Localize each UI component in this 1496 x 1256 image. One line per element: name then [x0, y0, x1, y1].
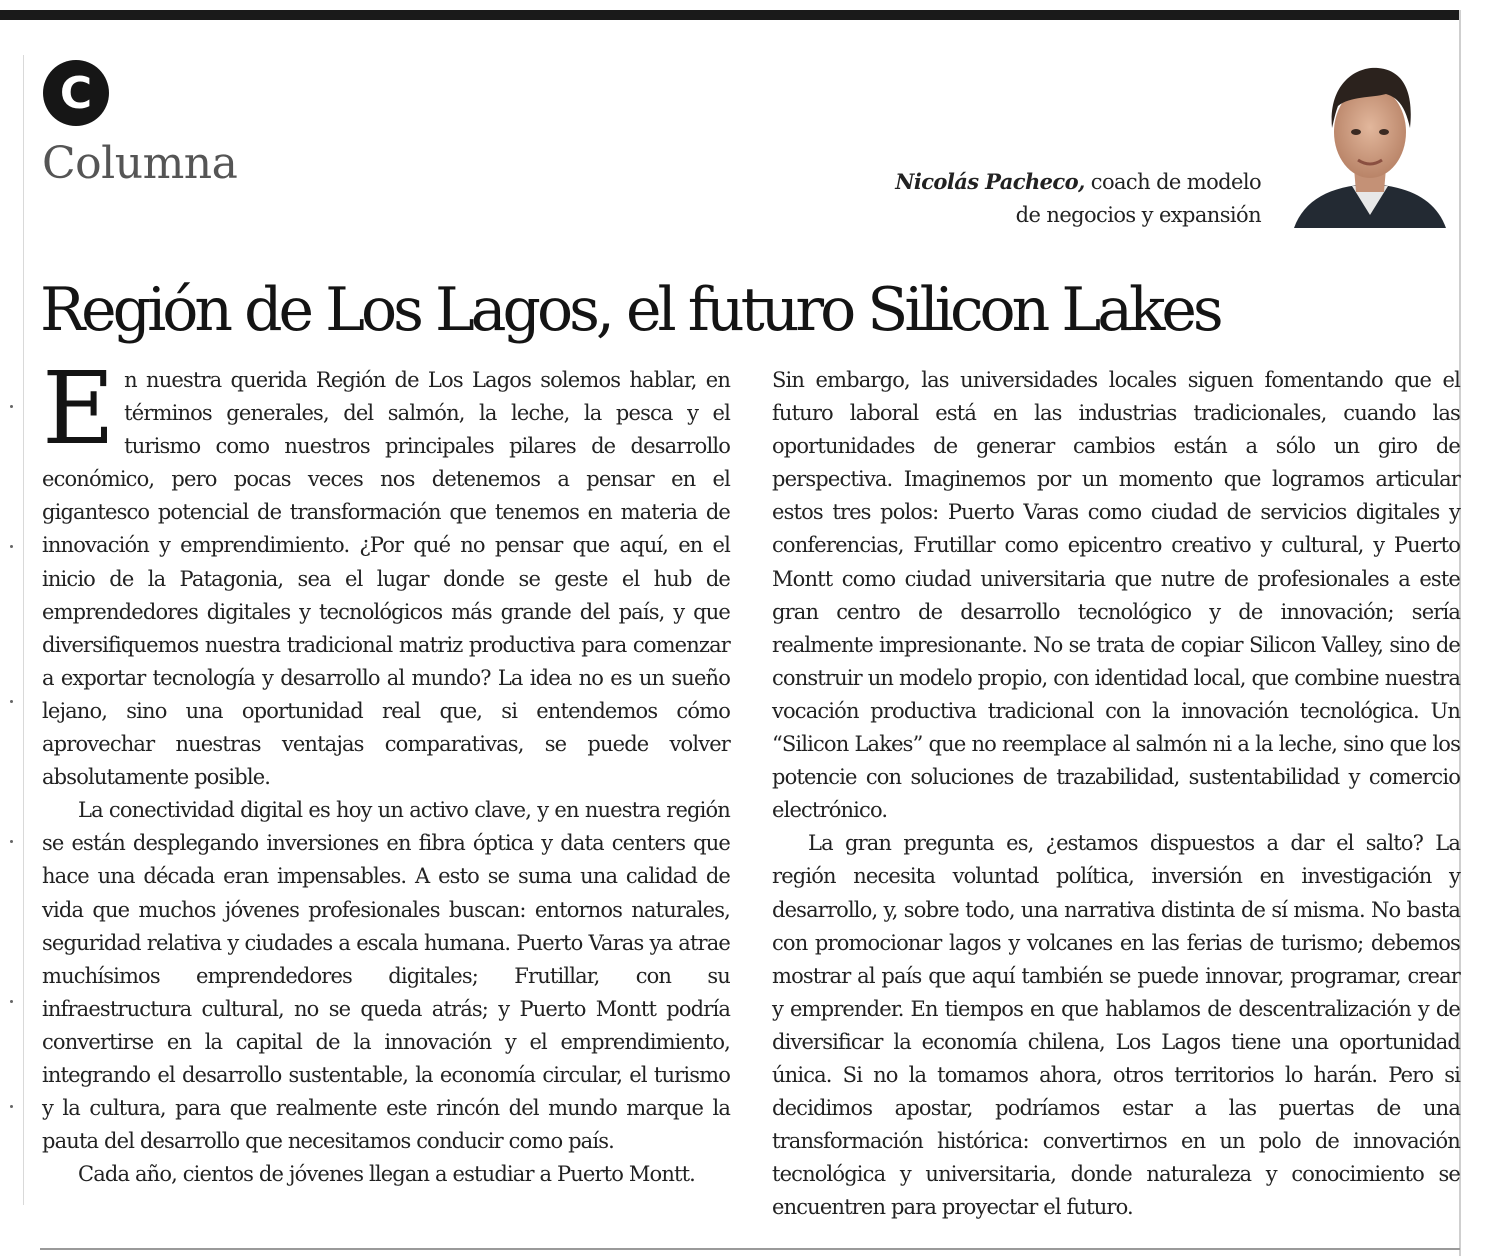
left-rule [23, 55, 24, 1205]
paragraph-1 [42, 350, 730, 794]
bottom-rule [40, 1248, 1460, 1250]
byline-line-1 [895, 165, 1261, 199]
badge-letter: C [59, 67, 93, 119]
paragraph-5: La gran pregunta es, ¿estamos dispuestos a dar el salto? La región necesita voluntad política, inversión en investigación y desarrollo, y, sobre todo, una narrativa distinta de sí misma. No basta con promocionar lagos y volcanes en las ferias de turismo; debemos mostrar al país que aquí también se puede innovar, programar, crear y emprender. En tiempos en que hablamos de descentralización y de diversificar la economía chilena, Los Lagos tiene una oportunidad única. Si no la tomamos ahora, otros territorios lo harán. Pero si decidimos apostar, podríamos estar a las puertas de una transformación histórica: convertirnos en un polo de innovación tecnológica y universitaria, donde naturaleza y conocimiento se encuentren para proyectar el futuro. [772, 831, 1460, 1220]
author-role-1: coach de modelo [1084, 170, 1261, 194]
byline [895, 165, 1261, 232]
author-portrait [1290, 50, 1450, 230]
paragraph-1-text: n nuestra querida Región de Los Lagos solemos hablar, en términos generales, del salmón, la leche, la pesca y el turismo como nuestros principales pilares de desarrollo económico, pero pocas veces nos detenemos a pensar en el gigantesco potencial de transformación que tenemos en materia de innovación y emprendimiento. ¿Por qué no pensar que aquí, en el inicio de la Patagonia, sea el lugar donde se geste el hub de emprendedores digitales y tecnológicos más grande del país, y que diversifiquemos nuestra tradicional matriz productiva para comenzar a exportar tecnología y desarrollo al mundo? La idea no es un sueño lejano, sino una oportunidad real que, si entendemos cómo aprovechar nuestras ventajas comparativas, se puede volver absolutamente posible. [42, 368, 730, 790]
paragraph-2: La conectividad digital es hoy un activo clave, y en nuestra región se están desplegando inversiones en fibra óptica y data centers que hace una década eran impensables. A esto se suma una calidad de vida que muchos jóvenes profesionales buscan: entornos naturales, seguridad relativa y ciudades a escala humana. Puerto Varas ya atrae muchísimos emprendedores digitales; Frutillar, con su infraestructura cultural, no se queda atrás; y Puerto Montt podría convertirse en la capital de la innovación y el emprendimiento, integrando el desarrollo sustentable, la economía circular, el turismo y la cultura, para que realmente este rincón del mundo marque la pauta del desarrollo que necesitamos conducir como país. [42, 798, 730, 1154]
column-badge-icon [43, 60, 109, 126]
drop-cap: E [42, 350, 115, 467]
article-headline: Región de Los Lagos, el futuro Silicon Lakes [40, 275, 1220, 345]
section-label: Columna [42, 138, 238, 189]
author-role-2: de negocios y expansión [1015, 203, 1261, 227]
paragraph-3: Cada año, cientos de jóvenes llegan a estudiar a Puerto Montt. [78, 1162, 696, 1187]
article-column-left [42, 350, 730, 1191]
article-column-right [772, 364, 1460, 1224]
top-rule [0, 10, 1460, 20]
paragraph-4: Sin embargo, las universidades locales siguen fomentando que el futuro laboral está en las industrias tradicionales, cuando las oportunidades de generar cambios están a sólo un giro de perspectiva. Imaginemos por un momento que logramos articular estos tres polos: Puerto Varas como ciudad de servicios digitales y conferencias, Frutillar como epicentro creativo y cultural, y Puerto Montt como ciudad universitaria que nutre de profesionales a este gran centro de desarrollo tecnológico y de innovación; sería realmente impresionante. No se trata de copiar Silicon Valley, sino de construir un modelo propio, con identidad local, que combine nuestra vocación productiva tradicional con la innovación tecnológica. Un “Silicon Lakes” que no reemplace al salmón ni a la leche, sino que los potencie con soluciones de trazabilidad, sustentabilidad y comercio electrónico. [772, 368, 1460, 823]
author-name: Nicolás Pacheco, [895, 169, 1085, 194]
